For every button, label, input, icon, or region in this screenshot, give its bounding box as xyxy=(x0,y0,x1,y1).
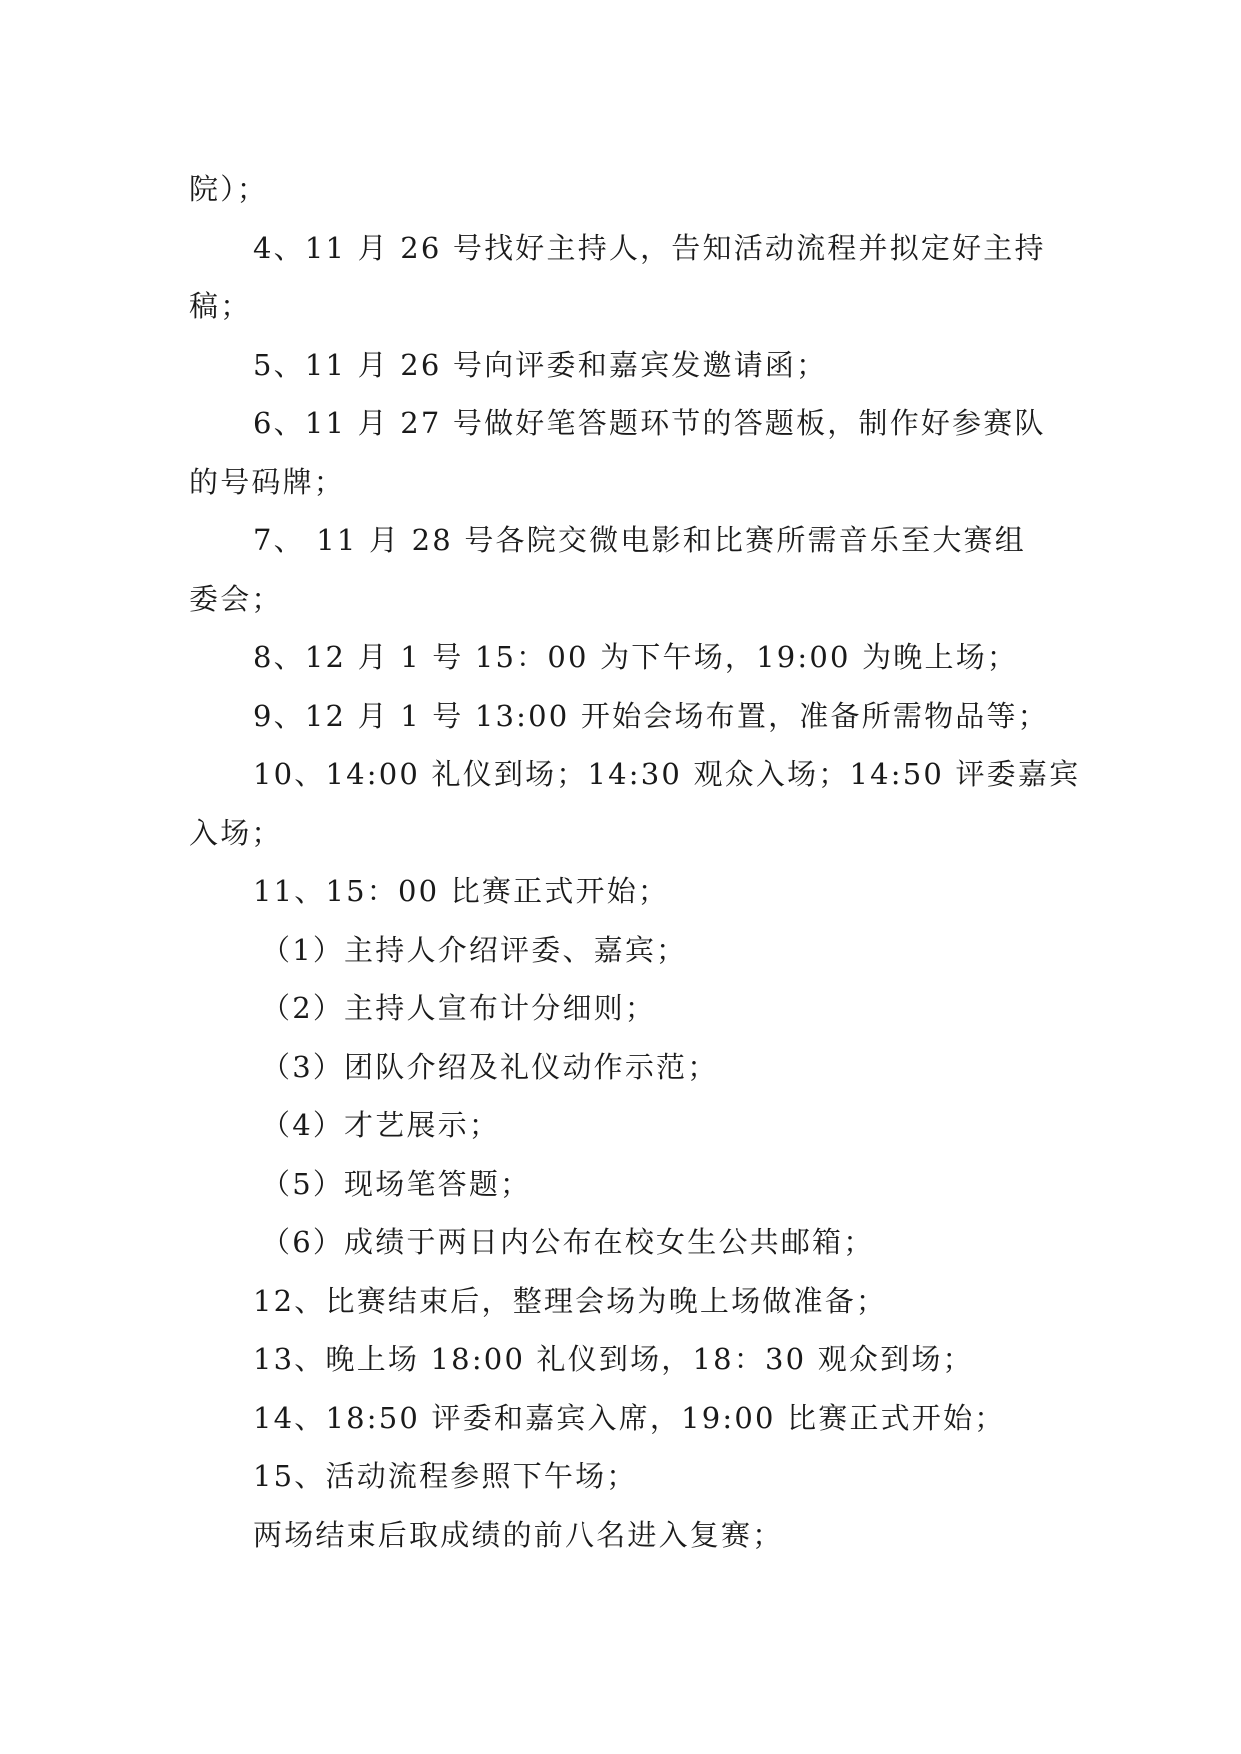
text-line: 7、 11 月 28 号各院交微电影和比赛所需音乐至大赛组 xyxy=(253,523,1026,557)
sub-item-line: （5）现场笔答题； xyxy=(261,1166,532,1201)
text-line: 8、12 月 1 号 15：00 为下午场，19:00 为晚上场； xyxy=(253,640,1019,674)
text-line: 6、11 月 27 号做好笔答题环节的答题板，制作好参赛队 xyxy=(253,406,1046,440)
text-line: 11、15：00 比赛正式开始； xyxy=(253,874,670,908)
text-line: 入场； xyxy=(189,815,283,850)
text-line: 9、12 月 1 号 13:00 开始会场布置，准备所需物品等； xyxy=(253,698,1049,733)
sub-item-line: （1）主持人介绍评委、嘉宾； xyxy=(261,932,688,967)
text-line: 12、比赛结束后，整理会场为晚上场做准备； xyxy=(253,1283,888,1318)
sub-item-line: （6）成绩于两日内公布在校女生公共邮箱； xyxy=(261,1225,875,1259)
text-line: 10、14:00 礼仪到场；14:30 观众入场；14:50 评委嘉宾 xyxy=(253,757,1081,791)
text-line: 院）； xyxy=(189,172,269,206)
text-line: 的号码牌； xyxy=(189,464,346,499)
text-line: 稿； xyxy=(189,289,252,323)
sub-item-line: （4）才艺展示； xyxy=(261,1108,501,1142)
text-line: 两场结束后取成绩的前八名进入复赛； xyxy=(253,1517,784,1552)
text-line: 5、11 月 26 号向评委和嘉宾发邀请函； xyxy=(253,347,828,382)
text-line: 委会； xyxy=(189,581,283,616)
sub-item-line: （3）团队介绍及礼仪动作示范； xyxy=(261,1049,719,1084)
text-line: 15、活动流程参照下午场； xyxy=(253,1459,638,1493)
text-line: 14、18:50 评委和嘉宾入席，19:00 比赛正式开始； xyxy=(253,1400,1006,1435)
sub-item-line: （2）主持人宣布计分细则； xyxy=(261,991,657,1025)
text-line: 4、11 月 26 号找好主持人，告知活动流程并拟定好主持 xyxy=(253,230,1046,265)
text-line: 13、晚上场 18:00 礼仪到场，18：30 观众到场； xyxy=(253,1342,974,1376)
document-body xyxy=(189,160,1081,1564)
